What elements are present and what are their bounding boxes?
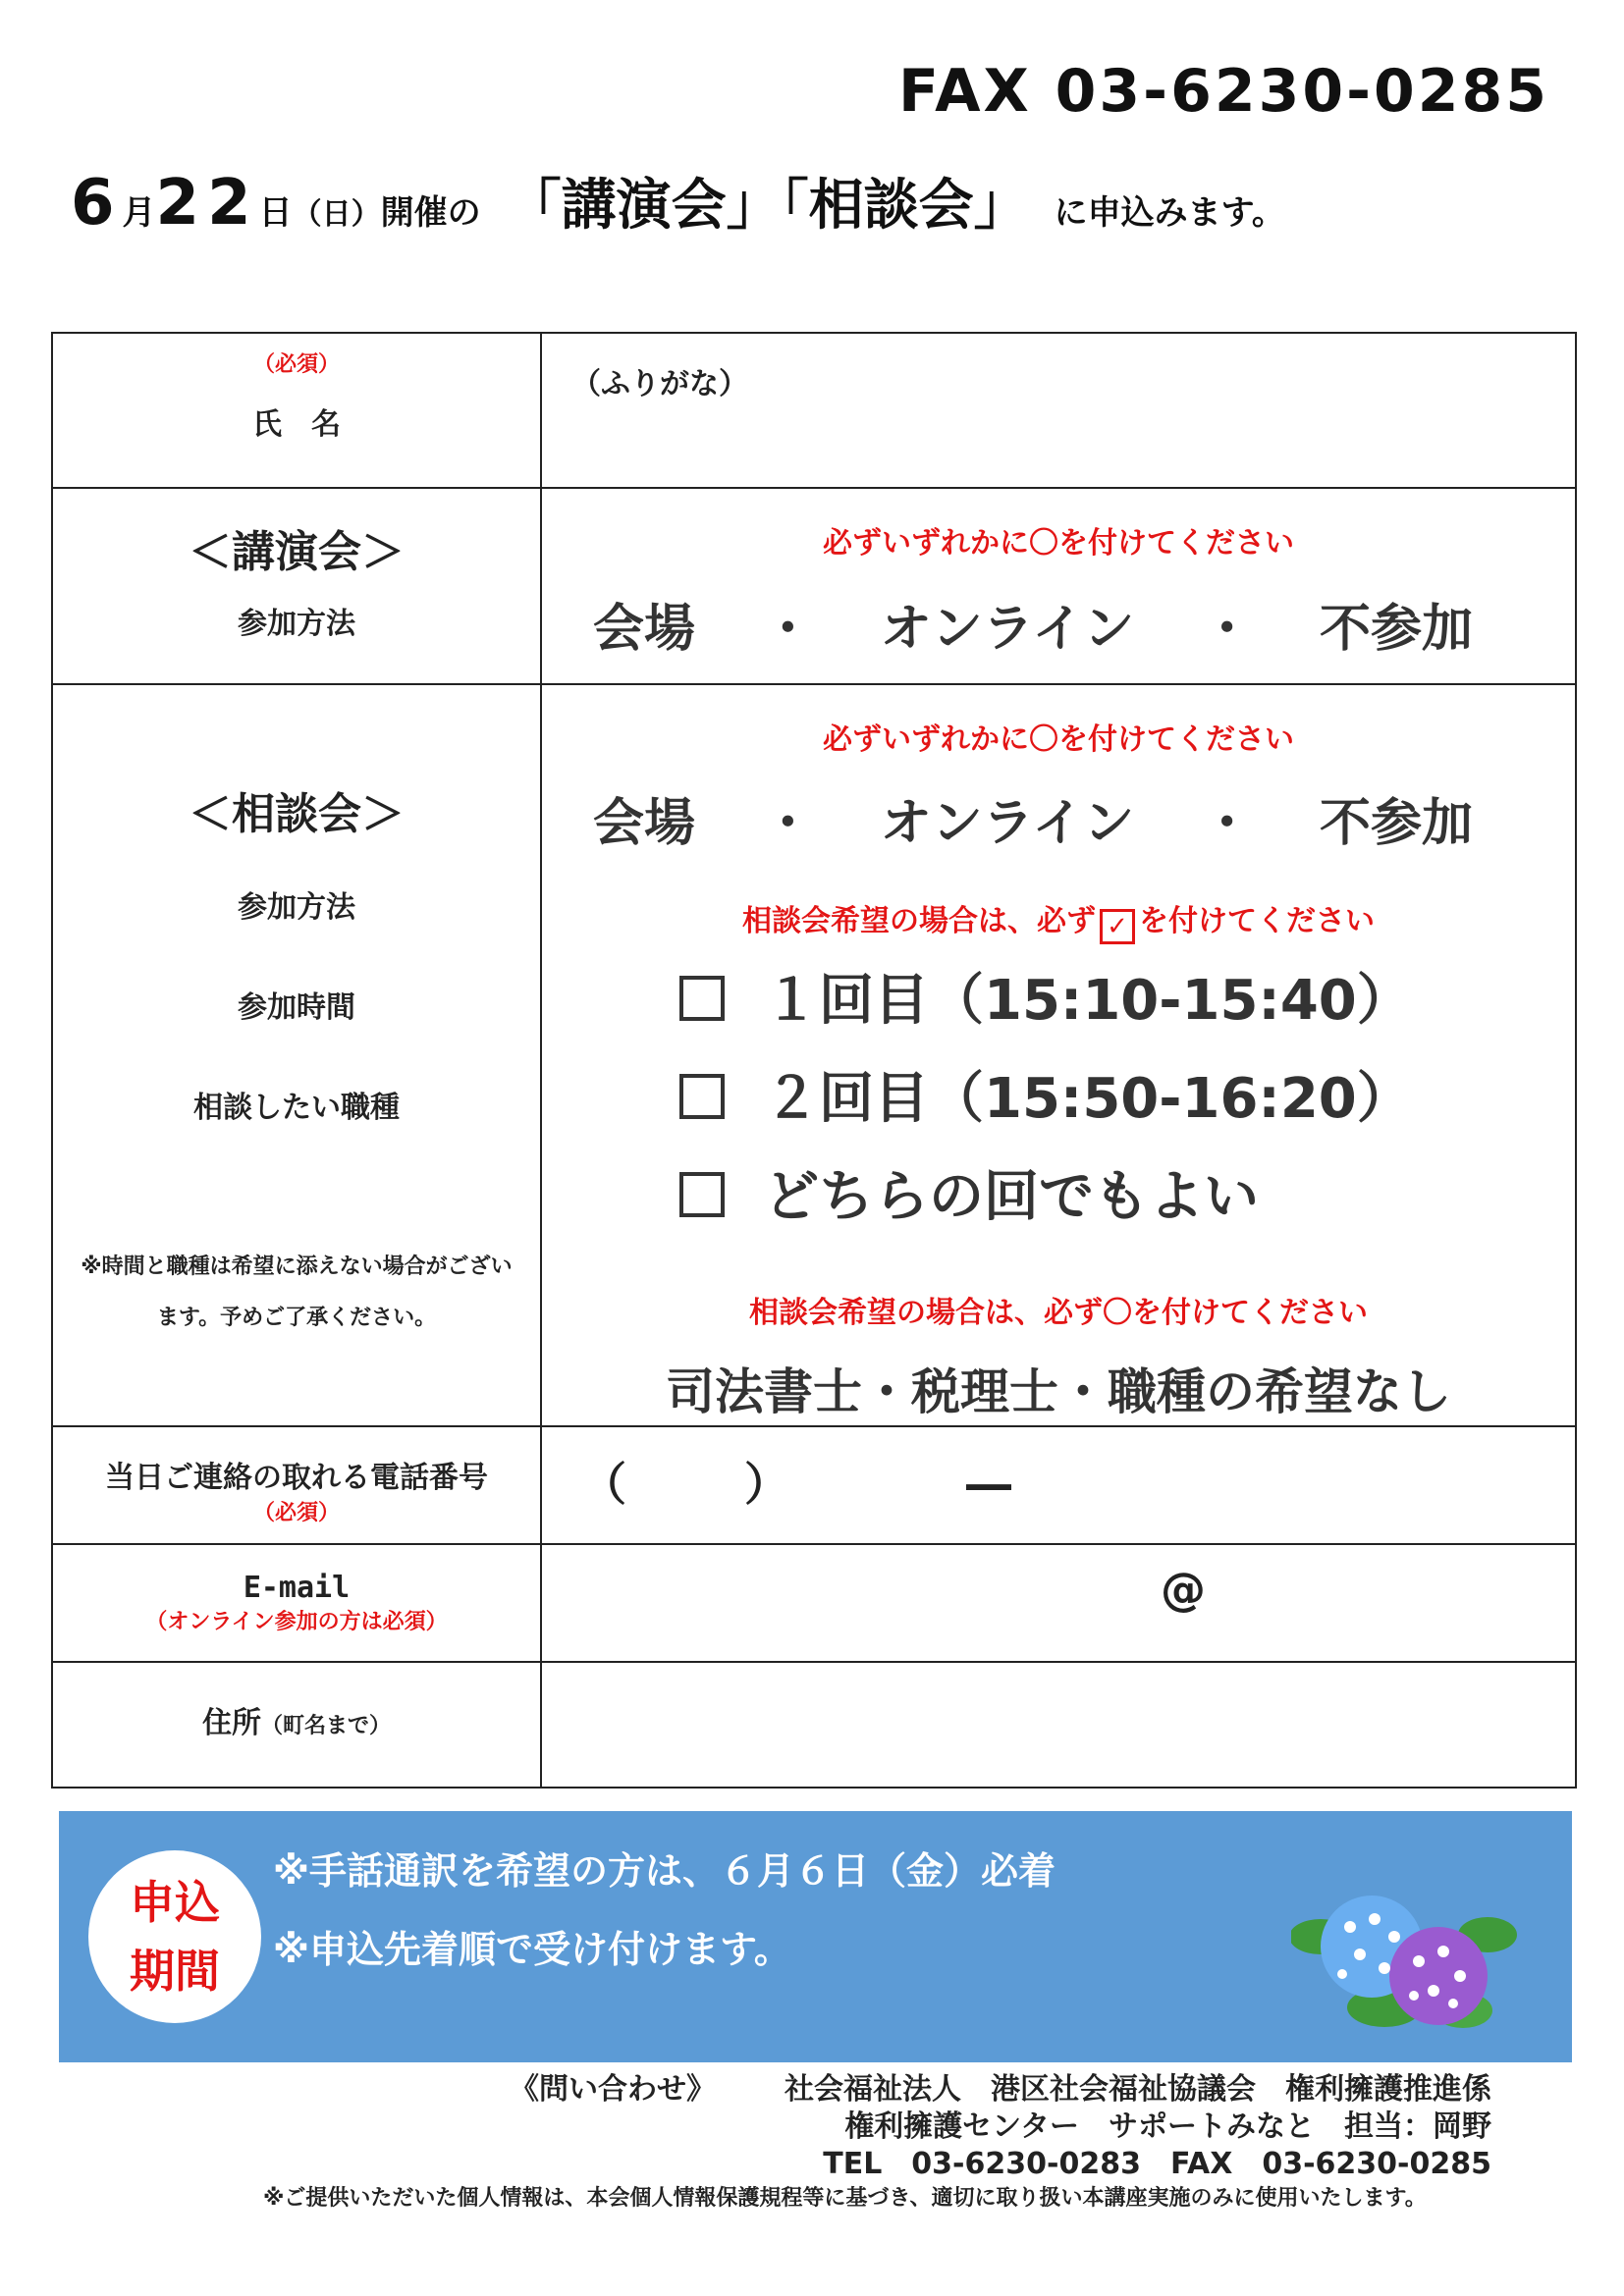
lecture-option-venue[interactable]: 会場	[593, 600, 696, 659]
consult-job-hint: 相談会希望の場合は、必ず〇を付けてください	[749, 1296, 1368, 1330]
application-period-banner	[59, 1811, 1572, 2062]
phone-label: 当日ご連絡の取れる電話番号	[105, 1461, 488, 1495]
name-required: （必須）	[252, 352, 340, 377]
banner-note-sign-language: ※手話通訳を希望の方は、６月６日（金）必着	[273, 1849, 1056, 1893]
headline-month-unit: 月	[122, 193, 156, 233]
banner-note-first-come: ※申込先着順で受け付けます。	[273, 1928, 791, 1971]
name-label: 氏 名	[252, 407, 341, 442]
checkmark-icon: ✓	[1100, 909, 1135, 944]
lecture-method-label: 参加方法	[238, 607, 355, 641]
contact-tel-fax: TEL 03-6230-0283 FAX 03-6230-0285	[823, 2147, 1491, 2181]
email-input-cell[interactable]	[541, 1544, 1576, 1662]
headline-apply: に申込みます。	[1054, 193, 1285, 233]
headline-event-lecture: 「講演会」	[506, 174, 782, 238]
headline-weekday: （日）	[292, 197, 381, 232]
lecture-title: ＜講演会＞	[189, 527, 405, 577]
time-slot-either[interactable]: どちらの回でもよい	[542, 1148, 1575, 1247]
address-label: 住所（町名まで）	[201, 1706, 391, 1740]
furigana-label: （ふりがな）	[571, 367, 748, 401]
phone-required: （必須）	[252, 1501, 340, 1525]
privacy-notice: ※ご提供いただいた個人情報は、本会個人情報保護規程等に基づき、適切に取り扱い本講座実施のみに使用いたします。	[263, 2186, 1427, 2211]
phone-label-cell	[52, 1426, 541, 1544]
contact-org: 社会福祉法人 港区社会福祉協議会 権利擁護推進係	[785, 2072, 1491, 2107]
name-input-cell[interactable]	[541, 333, 1576, 488]
headline-held: 開催の	[380, 193, 481, 233]
consult-options	[542, 781, 1575, 855]
time-slot-1[interactable]: １回目（15:10-15:40）	[542, 952, 1575, 1050]
consult-option-venue[interactable]: 会場	[593, 794, 696, 853]
hydrangea-icon	[1291, 1878, 1517, 2035]
lecture-option-online[interactable]: オンライン	[880, 600, 1135, 659]
lecture-label-cell	[52, 488, 541, 684]
consult-option-sep: ・	[762, 794, 814, 853]
lecture-option-sep: ・	[1201, 600, 1253, 659]
contact-center: 権利擁護センター サポートみなと 担当：岡野	[844, 2109, 1491, 2144]
headline-event-consult: 「相談会」	[781, 174, 1029, 238]
headline-day-unit: 日	[258, 193, 293, 233]
consult-method-hint: 必ずいずれかに〇を付けてください	[823, 722, 1294, 757]
phone-format: （ ） ―	[581, 1458, 1011, 1511]
page-title	[71, 162, 1285, 240]
consult-time-label: 参加時間	[238, 990, 355, 1025]
checkbox-icon[interactable]	[679, 1172, 725, 1217]
application-period-badge: 申込 期間	[88, 1850, 261, 2023]
lecture-options	[542, 587, 1575, 661]
consult-option-sep: ・	[1201, 794, 1253, 853]
consult-option-absent[interactable]: 不参加	[1319, 794, 1473, 853]
consult-note: ※時間と職種は希望に添えない場合がございます。予めご了承ください。	[81, 1255, 513, 1330]
consult-job-options[interactable]: 司法書士・税理士・職種の希望なし	[666, 1363, 1451, 1420]
application-form	[51, 332, 1577, 1789]
email-required: （オンライン参加の方は必須）	[145, 1610, 448, 1634]
lecture-options-cell	[541, 488, 1576, 684]
lecture-option-absent[interactable]: 不参加	[1319, 600, 1473, 659]
name-label-cell	[52, 333, 541, 488]
consult-check-hint: 相談会希望の場合は、必ず ✓ を付けてください	[542, 896, 1575, 944]
consult-title: ＜相談会＞	[189, 789, 405, 839]
email-label-cell	[52, 1544, 541, 1662]
time-slot-2[interactable]: ２回目（15:50-16:20）	[542, 1050, 1575, 1148]
consult-option-online[interactable]: オンライン	[880, 794, 1135, 853]
consult-label-cell	[52, 684, 541, 1426]
inquiry-label: 《問い合わせ》	[510, 2072, 716, 2107]
phone-input-cell[interactable]	[541, 1426, 1576, 1544]
consult-options-cell	[541, 684, 1576, 1426]
fax-number-header: FAX 03-6230-0285	[898, 57, 1549, 126]
checkbox-icon[interactable]	[679, 1074, 725, 1119]
consult-job-label: 相談したい職種	[193, 1091, 400, 1125]
lecture-option-sep: ・	[762, 600, 814, 659]
lecture-hint: 必ずいずれかに〇を付けてください	[823, 526, 1294, 561]
checkbox-icon[interactable]	[679, 976, 725, 1021]
address-label-cell	[52, 1662, 541, 1788]
address-input-cell[interactable]	[541, 1662, 1576, 1788]
headline-month: 6	[71, 167, 123, 240]
email-label: E-mail	[243, 1571, 351, 1605]
headline-day: 22	[155, 167, 259, 240]
consult-method-label: 参加方法	[238, 890, 355, 925]
email-at: @	[1161, 1563, 1206, 1616]
contact-info	[510, 2071, 1491, 2183]
